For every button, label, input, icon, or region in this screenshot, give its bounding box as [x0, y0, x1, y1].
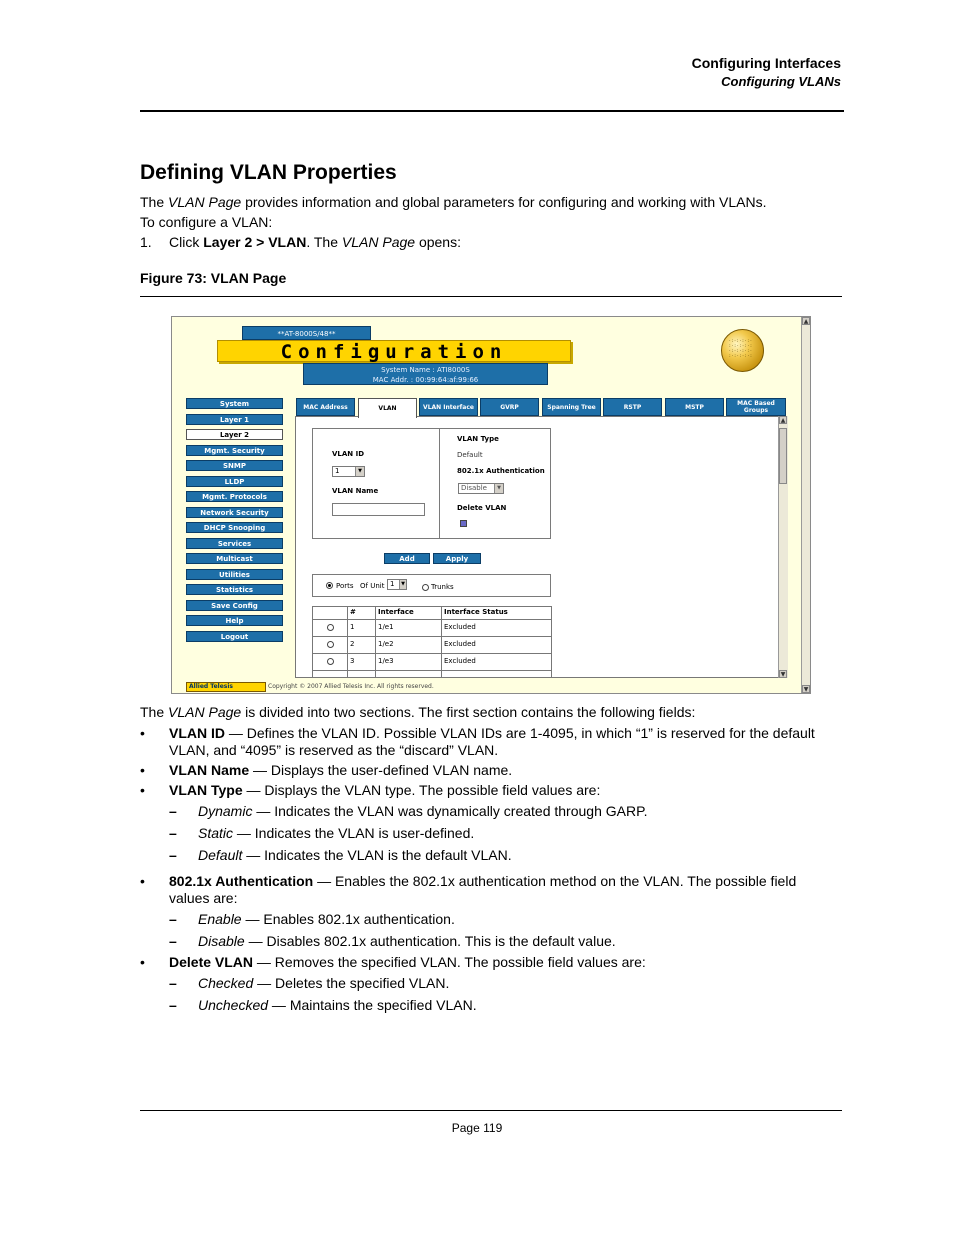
row-interface: 1/e1 [378, 623, 394, 631]
scroll-down-icon[interactable]: ▼ [803, 686, 809, 693]
sections-paragraph: The VLAN Page is divided into two sections. The first section contains the following fields: [140, 704, 696, 720]
menu-item-multicast[interactable]: Multicast [186, 553, 283, 564]
table-border [312, 606, 551, 607]
table-border [312, 606, 313, 677]
of-unit-label: Of Unit [360, 582, 385, 590]
chevron-down-icon: ▼ [355, 467, 364, 476]
system-info [303, 363, 548, 385]
row-status: Excluded [444, 640, 476, 648]
content-scroll-up-icon[interactable]: ▲ [780, 417, 786, 424]
vlan-page-screenshot [171, 316, 811, 694]
row-number: 2 [350, 640, 355, 648]
dash-icon: – [169, 933, 177, 949]
globe-pattern: ·:·:·:·:· :·:·:·:·: ·:·:·:·:· :·:·:·:·: [729, 339, 753, 359]
device-name: **AT-8000S/48** [242, 326, 371, 340]
unit-select[interactable] [387, 579, 407, 590]
dash-icon: – [169, 847, 177, 863]
running-header-chapter: Configuring Interfaces [691, 55, 841, 71]
row-interface: 1/e3 [378, 657, 394, 665]
dash-icon: – [169, 825, 177, 841]
tab-rstp[interactable]: RSTP [603, 398, 662, 416]
bullet-icon: • [140, 954, 145, 970]
content-scroll-down-icon[interactable]: ▼ [780, 671, 786, 678]
trunks-radio[interactable] [422, 584, 429, 591]
dash-icon: – [169, 911, 177, 927]
menu-item-network-security[interactable]: Network Security [186, 507, 283, 518]
vlan-name-input[interactable] [332, 503, 425, 516]
intro-instruction: To configure a VLAN: [140, 214, 273, 230]
row-number: 1 [350, 623, 355, 631]
vlan-type-value: Default [457, 451, 483, 459]
trunks-label: Trunks [431, 583, 454, 591]
table-border [551, 606, 552, 677]
system-name: System Name : ATI8000S [381, 366, 470, 374]
allied-telesis-logo: Allied Telesis [186, 682, 266, 692]
menu-item-statistics[interactable]: Statistics [186, 584, 283, 595]
tab-spanning-tree[interactable]: Spanning Tree [542, 398, 601, 416]
intro-paragraph: The VLAN Page provides information and global parameters for configuring and working with VLANs. [140, 194, 767, 210]
add-button[interactable]: Add [384, 553, 430, 564]
menu-item-snmp[interactable]: SNMP [186, 460, 283, 471]
table-column-divider [347, 606, 348, 677]
table-column-divider [441, 606, 442, 677]
row-status: Excluded [444, 657, 476, 665]
step-text: Click Layer 2 > VLAN. The VLAN Page opens: [169, 234, 461, 250]
sub-dynamic: Dynamic — Indicates the VLAN was dynamically created through GARP. [198, 803, 648, 819]
tab-mac-address[interactable]: MAC Address [296, 398, 355, 416]
chevron-down-icon: ▼ [399, 580, 406, 589]
step-number: 1. [140, 234, 152, 250]
bullet-vlan-id-cont: VLAN, and “4095” is reserved as the “discard” VLAN. [169, 742, 499, 758]
sub-static: Static — Indicates the VLAN is user-defined. [198, 825, 475, 841]
scroll-up-icon[interactable]: ▲ [803, 318, 809, 325]
auth-value: Disable [461, 484, 487, 492]
bullet-vlan-name: VLAN Name — Displays the user-defined VLAN name. [169, 762, 513, 778]
bullet-icon: • [140, 782, 145, 798]
vlan-form-box [312, 428, 551, 539]
vlan-type-label: VLAN Type [457, 435, 499, 443]
row-select-radio[interactable] [327, 641, 334, 648]
vlan-form-divider [439, 428, 440, 539]
bullet-icon: • [140, 873, 145, 889]
sub-default: Default — Indicates the VLAN is the default VLAN. [198, 847, 512, 863]
vlan-id-label: VLAN ID [332, 450, 365, 458]
section-title: Defining VLAN Properties [140, 161, 397, 184]
menu-item-dhcp-snooping[interactable]: DHCP Snooping [186, 522, 283, 533]
mac-address: MAC Addr. : 00:99:64:af:99:66 [372, 376, 479, 384]
dash-icon: – [169, 803, 177, 819]
vlan-id-select[interactable] [332, 466, 365, 477]
header-rule [140, 110, 844, 112]
vlan-name-label: VLAN Name [332, 487, 379, 495]
delete-vlan-checkbox[interactable] [460, 520, 467, 527]
bullet-vlan-type: VLAN Type — Displays the VLAN type. The possible field values are: [169, 782, 601, 798]
menu-item-lldp[interactable]: LLDP [186, 476, 283, 487]
table-row-divider [312, 619, 551, 620]
row-status: Excluded [444, 623, 476, 631]
menu-item-save-config[interactable]: Save Config [186, 600, 283, 611]
delete-vlan-label: Delete VLAN [457, 504, 507, 512]
bullet-delete: Delete VLAN — Removes the specified VLAN. The possible field values are: [169, 954, 646, 970]
menu-item-logout[interactable]: Logout [186, 631, 283, 642]
tab-vlan-interface[interactable]: VLAN Interface [419, 398, 478, 416]
menu-item-layer-2[interactable]: Layer 2 [186, 429, 283, 440]
bullet-icon: • [140, 725, 145, 741]
row-select-radio[interactable] [327, 658, 334, 665]
chevron-down-icon: ▼ [494, 484, 503, 493]
dash-icon: – [169, 997, 177, 1013]
configuration-banner: Configuration [217, 340, 571, 362]
menu-item-mgmt-security[interactable]: Mgmt. Security [186, 445, 283, 456]
menu-item-help[interactable]: Help [186, 615, 283, 626]
row-interface: 1/e2 [378, 640, 394, 648]
table-column-divider [375, 606, 376, 677]
table-row-divider [312, 670, 551, 671]
table-header: # [350, 608, 356, 616]
menu-item-mgmt-protocols[interactable]: Mgmt. Protocols [186, 491, 283, 502]
table-header: Interface [378, 608, 414, 616]
vlan-id-value: 1 [335, 467, 340, 475]
menu-item-utilities[interactable]: Utilities [186, 569, 283, 580]
table-row-divider [312, 636, 551, 637]
table-header: Interface Status [444, 608, 508, 616]
row-select-radio[interactable] [327, 624, 334, 631]
menu-item-services[interactable]: Services [186, 538, 283, 549]
tab-vlan[interactable]: VLAN [358, 398, 417, 418]
tab-mac-based-groups[interactable]: MAC Based Groups [726, 398, 786, 416]
sub-checked: Checked — Deletes the specified VLAN. [198, 975, 450, 991]
bullet-auth: 802.1x Authentication — Enables the 802.1x authentication method on the VLAN. The possible field [169, 873, 797, 889]
menu-item-layer-1[interactable]: Layer 1 [186, 414, 283, 425]
unit-value: 1 [390, 580, 395, 588]
table-row-divider [312, 653, 551, 654]
running-header-section: Configuring VLANs [721, 74, 841, 89]
sub-enable: Enable — Enables 802.1x authentication. [198, 911, 455, 927]
auth-label: 802.1x Authentication [457, 467, 545, 475]
row-number: 3 [350, 657, 355, 665]
figure-rule [140, 296, 842, 297]
page-number: Page 119 [451, 1121, 503, 1135]
auth-select[interactable] [458, 483, 504, 494]
bullet-icon: • [140, 762, 145, 778]
footer-rule [140, 1110, 842, 1111]
tab-mstp[interactable]: MSTP [665, 398, 724, 416]
bullet-vlan-id: VLAN ID — Defines the VLAN ID. Possible VLAN IDs are 1-4095, in which “1” is reserved for the default [169, 725, 815, 741]
copyright-text: Copyright © 2007 Allied Telesis Inc. All rights reserved. [268, 683, 434, 690]
page-scrollbar[interactable] [801, 317, 810, 693]
tab-gvrp[interactable]: GVRP [480, 398, 539, 416]
figure-caption: Figure 73: VLAN Page [140, 270, 287, 286]
content-scroll-thumb[interactable] [779, 428, 787, 484]
ports-radio[interactable] [326, 582, 333, 589]
sub-unchecked: Unchecked — Maintains the specified VLAN. [198, 997, 477, 1013]
sub-disable: Disable — Disables 802.1x authentication. This is the default value. [198, 933, 616, 949]
ports-label: Ports [336, 582, 354, 590]
bullet-auth-cont: values are: [169, 890, 238, 906]
dash-icon: – [169, 975, 177, 991]
menu-item-system[interactable]: System [186, 398, 283, 409]
apply-button[interactable]: Apply [433, 553, 481, 564]
